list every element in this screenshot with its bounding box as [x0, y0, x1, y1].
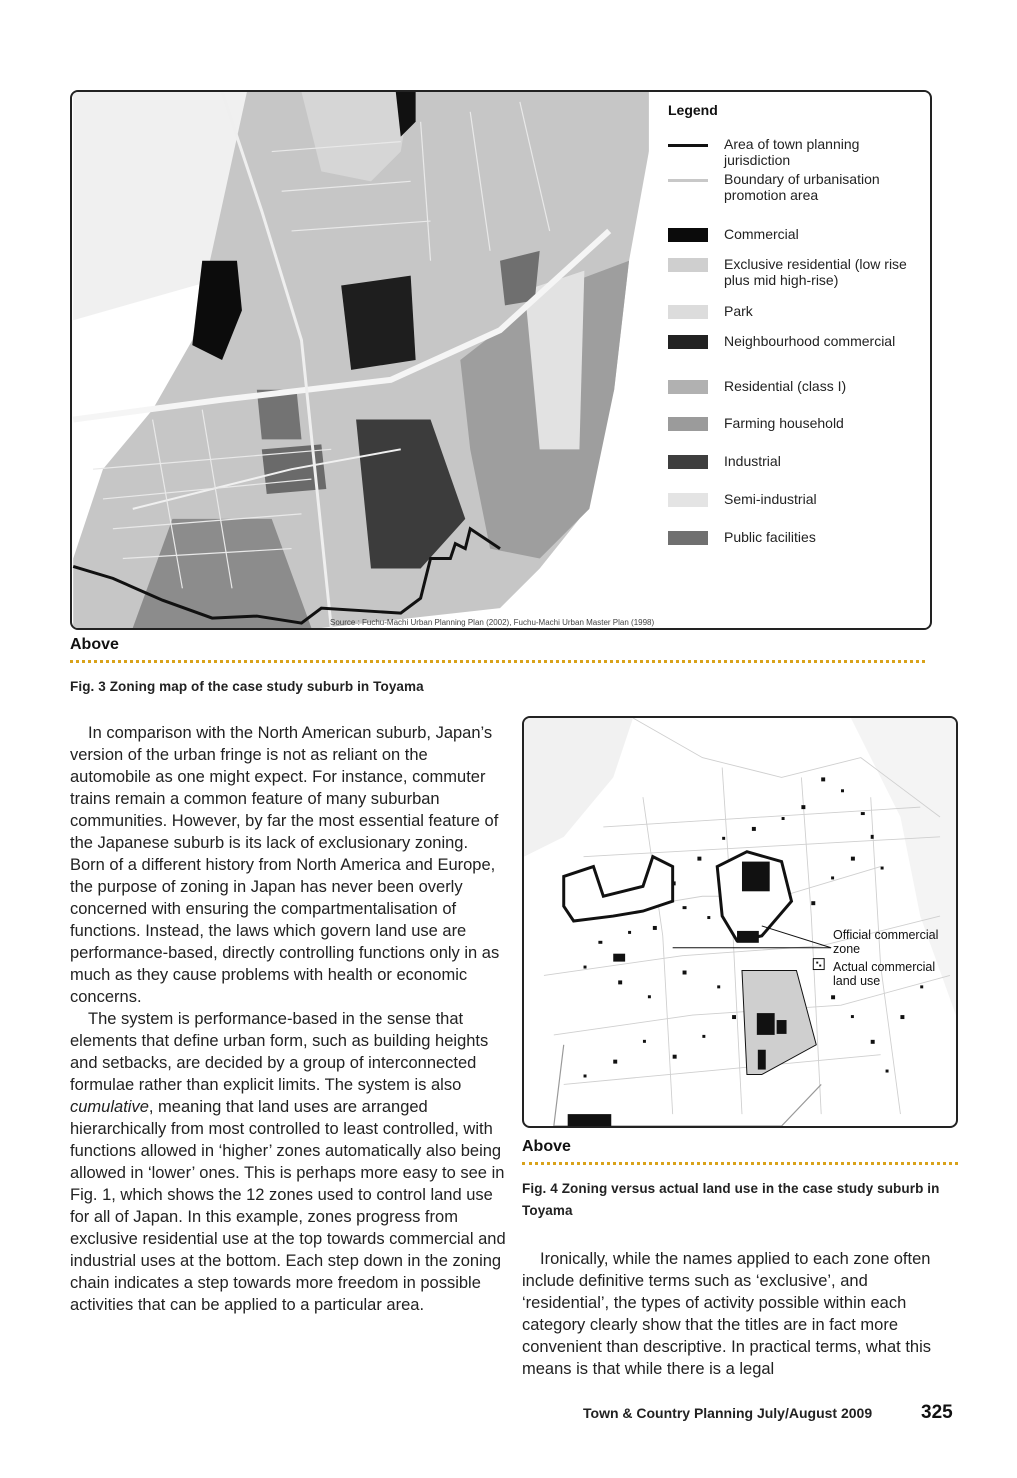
legend-swatch — [668, 417, 708, 431]
paragraph: Ironically, while the names applied to each zone often include definitive terms such as ‘exclusive’, and ‘residential’, the types of activity possible within each category clearly show that the titles are in fact more convenient than descriptive. In practical terms, what this means is that while there is a legal — [522, 1250, 932, 1378]
journal-footer: Town & Country Planning July/August 2009 — [583, 1405, 873, 1421]
legend-swatch — [668, 335, 708, 349]
legend-swatch — [668, 179, 708, 182]
fig4-map-frame — [522, 716, 958, 1128]
legend-swatch — [668, 380, 708, 394]
legend-item-jurisdiction — [668, 136, 914, 168]
fig4-divider — [522, 1162, 958, 1165]
fig3-above-label: Above — [70, 636, 119, 653]
fig4-annotation-official-zone: Official commercial zone — [833, 928, 939, 956]
legend-label: Industrial — [724, 453, 781, 469]
right-column — [522, 1248, 958, 1380]
legend-swatch — [668, 493, 708, 507]
fig4-land-use-map — [524, 718, 956, 1126]
legend-item-semi-industrial — [668, 491, 914, 507]
legend-item-neighbourhood-commercial — [668, 333, 914, 349]
legend-swatch — [668, 228, 708, 242]
legend-label: Boundary of urbanisation promotion area — [724, 171, 880, 203]
fig4-above-label: Above — [522, 1138, 571, 1155]
legend-title: Legend — [668, 102, 718, 118]
legend-item-public-facilities — [668, 529, 914, 545]
legend-label: Park — [724, 303, 753, 319]
legend-item-farming-household — [668, 415, 914, 431]
legend-label: Commercial — [724, 226, 799, 242]
legend-item-park — [668, 303, 914, 319]
legend-swatch — [668, 455, 708, 469]
legend-label: Area of town planning jurisdiction — [724, 136, 860, 168]
legend-label: Residential (class I) — [724, 378, 847, 394]
legend-item-exclusive-residential — [668, 256, 914, 288]
text-run: , meaning that land uses are arranged hierarchically from most controlled to least controlled, with functions allowed in ‘higher’ zones automatically also being allowed in ‘lower’ ones. This is perhaps more easy to see in Fig. 1, which shows the 12 zones used to control land use for all of Japan. In this example, zones progress from exclusive residential use at the top towards commercial and industrial uses at the bottom. Each step down in the zoning chain indicates a step towards more freedom in possible activities that can be applied to a particular area. — [70, 1098, 506, 1314]
paragraph: In comparison with the North American suburb, Japan’s version of the urban fringe is not as reliant on the automobile as one might expect. For instance, commuter trains remain a common feature of many suburban communities. However, by far the most essential feature of the Japanese suburb is its lack of exclusionary zoning. Born of a different history from North America and Europe, the purpose of zoning in Japan has never been overly concerned with ensuring the compartmentalisation of functions. Instead, the laws which govern land use are performance-based, directly controlling functions only in as much as they cause problems with health or economic concerns. — [70, 724, 500, 1006]
legend-item-industrial — [668, 453, 914, 469]
page-number: 325 — [921, 1402, 953, 1423]
fig3-divider — [70, 660, 925, 663]
legend-label: Public facilities — [724, 529, 816, 545]
emphasis: cumulative — [70, 1098, 149, 1116]
legend-swatch — [668, 305, 708, 319]
legend-swatch — [668, 144, 708, 147]
fig3-legend — [668, 100, 928, 560]
fig3-caption: Fig. 3 Zoning map of the case study suburb in Toyama — [70, 679, 424, 694]
legend-label: Semi-industrial — [724, 491, 817, 507]
left-column — [70, 722, 506, 1316]
legend-label: Exclusive residential (low rise plus mid high-rise) — [724, 256, 907, 288]
fig4-annotation-actual-land-use: Actual commercial land use — [833, 960, 936, 988]
legend-label: Neighbourhood commercial — [724, 333, 896, 349]
legend-swatch — [668, 531, 708, 545]
legend-label: Farming household — [724, 415, 844, 431]
paragraph — [70, 1008, 506, 1316]
legend-item-residential-class-1 — [668, 378, 914, 394]
text-run: The system is performance-based in the sense that elements that define urban form, such as building heights and setbacks, are decided by a group of interconnected formulae rather than explicit limits. The system is also — [70, 1010, 489, 1094]
legend-item-urbanisation-boundary — [668, 171, 914, 203]
legend-item-commercial — [668, 226, 914, 242]
fig4-caption: Fig. 4 Zoning versus actual land use in the case study suburb in Toyama — [522, 1181, 940, 1218]
fig3-source-note: Source : Fuchu-Machi Urban Planning Plan (2002), Fuchu-Machi Urban Master Plan (1998) — [330, 618, 655, 627]
legend-swatch — [668, 258, 708, 272]
